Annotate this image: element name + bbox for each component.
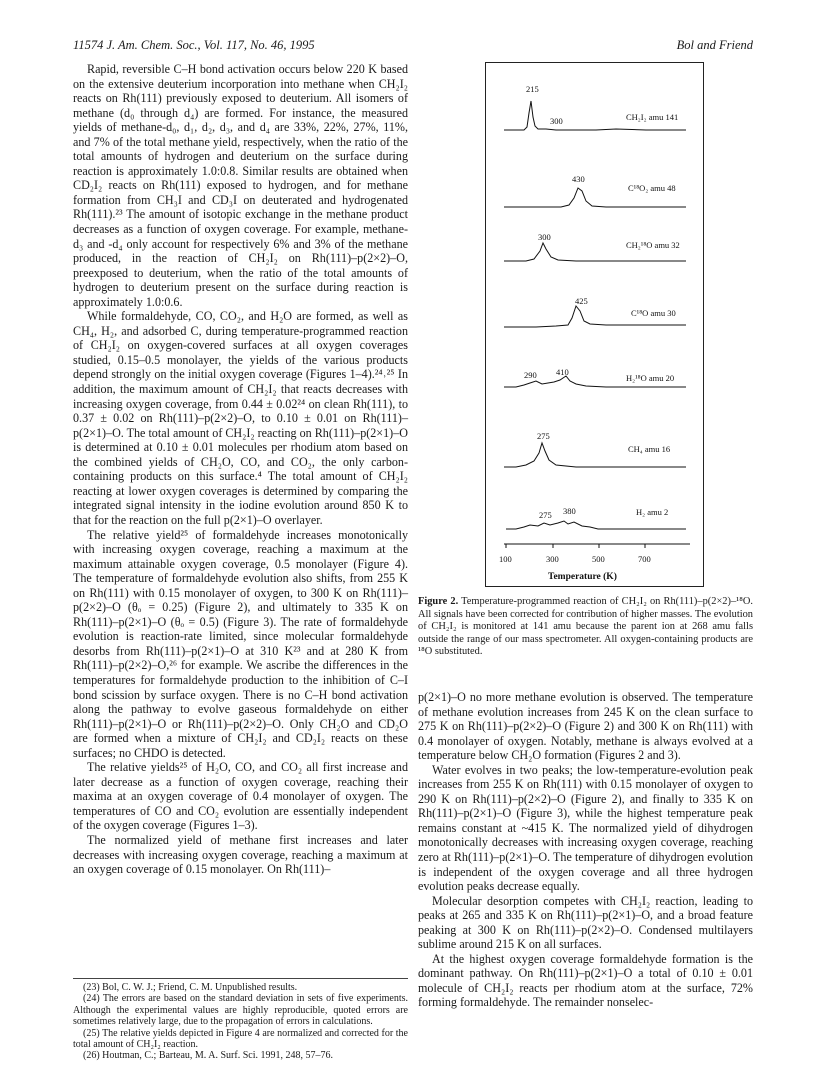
paragraph: Rapid, reversible C–H bond activation occurs below 220 K based on the extensive deuterium incorporation into methane when CH₂I₂ reacts on Rh(111) previously exposed to deuterium. All isomers of methane (d₀ through d₄) are formed. For instance, the measured yields of methane-d₀, d₁, d₂, d₃, and d₄ are 33%, 22%, 27%, 11%, and 7% of the total methane yield, respectively, when the ratio of the total amounts of hydrogen and deuterium on the surface during reaction is approximately 1.0:0.8. Similar results are obtained when CD₂I₂ reacts on Rh(111) exposed to hydrogen, and for methane formation from CH₃I and CD₃I on deuterated and hydrogenated Rh(111).²³ The amount of isotopic exchange in the methane product decreases as a function of oxygen coverage. For example, methane-d₃ and -d₄ only account for respectively 6% and 3% of the methane produced, in the reaction of CH₂I₂ on Rh(111)–p(2×2)–O, preexposed to deuterium, when the ratio of the total amounts of hydrogen to deuterium present on the surface during reaction is approximately 1.0:0.6. bbox=[73, 62, 408, 309]
authors: Bol and Friend bbox=[676, 38, 753, 52]
figure-caption bbox=[418, 596, 753, 659]
footnote: (24) The errors are based on the standard deviation in sets of five experiments. Although the experimental values are highly reproducible, quoted errors are sometimes relatively large, due to the propagation of errors in calculations. bbox=[73, 993, 408, 1028]
paragraph: The relative yield²⁵ of formaldehyde increases monotonically with increasing oxygen coverage, reaching a maximum at the maximum attainable oxygen coverage, 0.5 monolayer (Figure 4). The temperature of formaldehyde evolution also shifts, from 255 K on Rh(111) with 0.15 monolayer of oxygen, to 300 K on Rh(111)–p(2×2)–O (θₒ = 0.25) (Figure 2), and ultimately to 335 K on Rh(111)–p(2×1)–O (θₒ = 0.5) (Figure 3). The rate of formaldehyde evolution is reaction-rate limited, since molecular formaldehyde desorbs from Rh(111)–p(2×1)–O at 310 K²³ and at 280 K from Rh(111)–p(2×2)–O,²⁶ for example. We ascribe the differences in the temperatures for formaldehyde production to the inhibition of C–I bond scission by surface oxygen. There is no C–H bond activation along the pathway to evolve gaseous formaldehyde on either Rh(111)–p(2×1)–O or Rh(111)–p(2×2)–O. Only CH₂O and CD₂O are formed when a mixture of CH₂I₂ and CD₂I₂ reacts on these surfaces; no CHDO is detected. bbox=[73, 527, 408, 760]
caption-label: Figure 2. bbox=[418, 596, 459, 607]
peak-label: 290 bbox=[524, 370, 537, 380]
footnote: (26) Houtman, C.; Barteau, M. A. Surf. Sci. 1991, 248, 57–76. bbox=[83, 1050, 333, 1062]
peak-label: 300 bbox=[550, 116, 563, 126]
peak-label: 380 bbox=[563, 506, 576, 516]
paragraph: Molecular desorption competes with CH₂I₂ reaction, leading to peaks at 265 and 335 K on Rh(111)–p(2×1)–O, and a broad feature peaking at 300 K on Rh(111)–p(2×2)–O. Condensed multilayers sublime around 215 K on all surfaces. bbox=[418, 893, 753, 952]
paragraph: p(2×1)–O no more methane evolution is observed. The temperature of methane evolution increases from 245 K on the clean surface to 275 K on Rh(111)–p(2×2)–O (Figure 2) and 300 K on Rh(111) with 0.4 monolayer of oxygen. Notably, methane is always evolved at a temperature below CH₂O formation (Figures 2 and 3). bbox=[418, 690, 753, 763]
trace-label: CH₂¹⁸O amu 32 bbox=[626, 240, 680, 250]
figure-2-plot bbox=[485, 62, 704, 587]
peak-label: 275 bbox=[537, 431, 550, 441]
peak-label: 275 bbox=[539, 510, 552, 520]
right-column bbox=[418, 690, 753, 1010]
paragraph: The normalized yield of methane first increases and later decreases with increasing oxygen coverage, reaching a maximum at an oxygen coverage of 0.15 monolayer. On Rh(111)– bbox=[73, 832, 408, 877]
x-tick-label: 700 bbox=[638, 554, 651, 564]
trace-label: H₂¹⁸O amu 20 bbox=[626, 373, 675, 383]
peak-label: 425 bbox=[575, 296, 588, 306]
peak-label: 410 bbox=[556, 367, 569, 377]
footnote: (25) The relative yields depicted in Figure 4 are normalized and corrected for the total amount of CH₂I₂ reaction. bbox=[73, 1027, 408, 1051]
x-axis-label: Temperature (K) bbox=[548, 572, 617, 582]
x-tick-label: 100 bbox=[499, 554, 512, 564]
paragraph: Water evolves in two peaks; the low-temperature-evolution peak increases from 255 K on Rh(111) with 0.15 monolayer of oxygen to 290 K on Rh(111)–p(2×2)–O (Figure 2), and finally to 335 K on Rh(111)–p(2×1)–O (Figure 3), while the highest temperature peak remains constant at ~415 K. The normalized yield of dihydrogen monotonically decreases with increasing oxygen coverage, reaching zero at Rh(111)–p(2×1)–O. The temperature of dihydrogen evolution is independent of the oxygen coverage and all three hydrogen evolution peaks decrease equally. bbox=[418, 762, 753, 894]
peak-label: 215 bbox=[526, 84, 539, 94]
footnotes bbox=[73, 978, 408, 1062]
peak-label: 300 bbox=[538, 232, 551, 242]
paragraph: The relative yields²⁵ of H₂O, CO, and CO₂ all first increase and later decrease as a function of oxygen coverage, reaching their maxima at an oxygen coverage of 0.4 monolayer of oxygen. The temperatures of CO and CO₂ evolution are essentially independent of the oxygen coverage (Figures 1–3). bbox=[73, 760, 408, 833]
caption-text: Temperature-programmed reaction of CH₂I₂ on Rh(111)–p(2×2)–¹⁸O. All signals have been corrected for contribution of higher masses. The evolution of CH₂I₂ is monitored at 141 amu because the parent ion at 268 amu falls outside the range of our mass spectrometer. All oxygen-containing products are ¹⁸O substituted. bbox=[418, 596, 753, 658]
trace-label: C¹⁸O amu 30 bbox=[631, 308, 676, 318]
journal-citation: 11574 J. Am. Chem. Soc., Vol. 117, No. 46, 1995 bbox=[73, 38, 315, 52]
paragraph: While formaldehyde, CO, CO₂, and H₂O are formed, as well as CH₄, H₂, and adsorbed C, during temperature-programmed reaction of CH₂I₂ on oxygen-covered surfaces at all oxygen coverages studied, 0.15–0.5 monolayer, the yields of the various products depend strongly on the initial oxygen coverage (Figures 1–4).²⁴˒²⁵ In addition, the maximum amount of CH₂I₂ that reacts decreases with increasing oxygen coverage, from 0.44 ± 0.02²⁴ on clean Rh(111), to 0.37 ± 0.02 on Rh(111)–p(2×2)–O, to 0.10 ± 0.01 on Rh(111)–p(2×1)–O. The total amount of CH₂I₂ reacting on Rh(111)–p(2×1)–O is determined at 0.10 ± 0.01 molecules per rhodium atom based on the combined yields of CH₂O, CO, and CO₂, the only carbon-containing products on this surface.⁴ The total amount of CH₂I₂ reacting at lower oxygen coverages is determined by comparing the integrated signal intensity in the iodine evolution around 850 K to that for the reaction on the full p(2×1)–O overlayer. bbox=[73, 309, 408, 527]
footnote: (23) Bol, C. W. J.; Friend, C. M. Unpublished results. bbox=[83, 982, 298, 993]
left-column bbox=[73, 62, 408, 877]
trace-label: H₂ amu 2 bbox=[636, 507, 669, 517]
paragraph: At the highest oxygen coverage formaldehyde formation is the dominant pathway. On Rh(111)–p(2×1)–O a total of 0.10 ± 0.01 molecule of CH₂I₂ reacts per rhodium atom at the surface, 72% forming formaldehyde. The remainder nonselec- bbox=[418, 951, 753, 1010]
peak-label: 430 bbox=[572, 174, 585, 184]
trace-label: C¹⁸O₂ amu 48 bbox=[628, 183, 676, 193]
trace-label: CH₂I₂ amu 141 bbox=[626, 112, 679, 122]
trace-h2 bbox=[506, 521, 686, 529]
x-tick-label: 500 bbox=[592, 554, 605, 564]
trace-label: CH₄ amu 16 bbox=[628, 444, 671, 454]
x-tick-label: 300 bbox=[546, 554, 559, 564]
